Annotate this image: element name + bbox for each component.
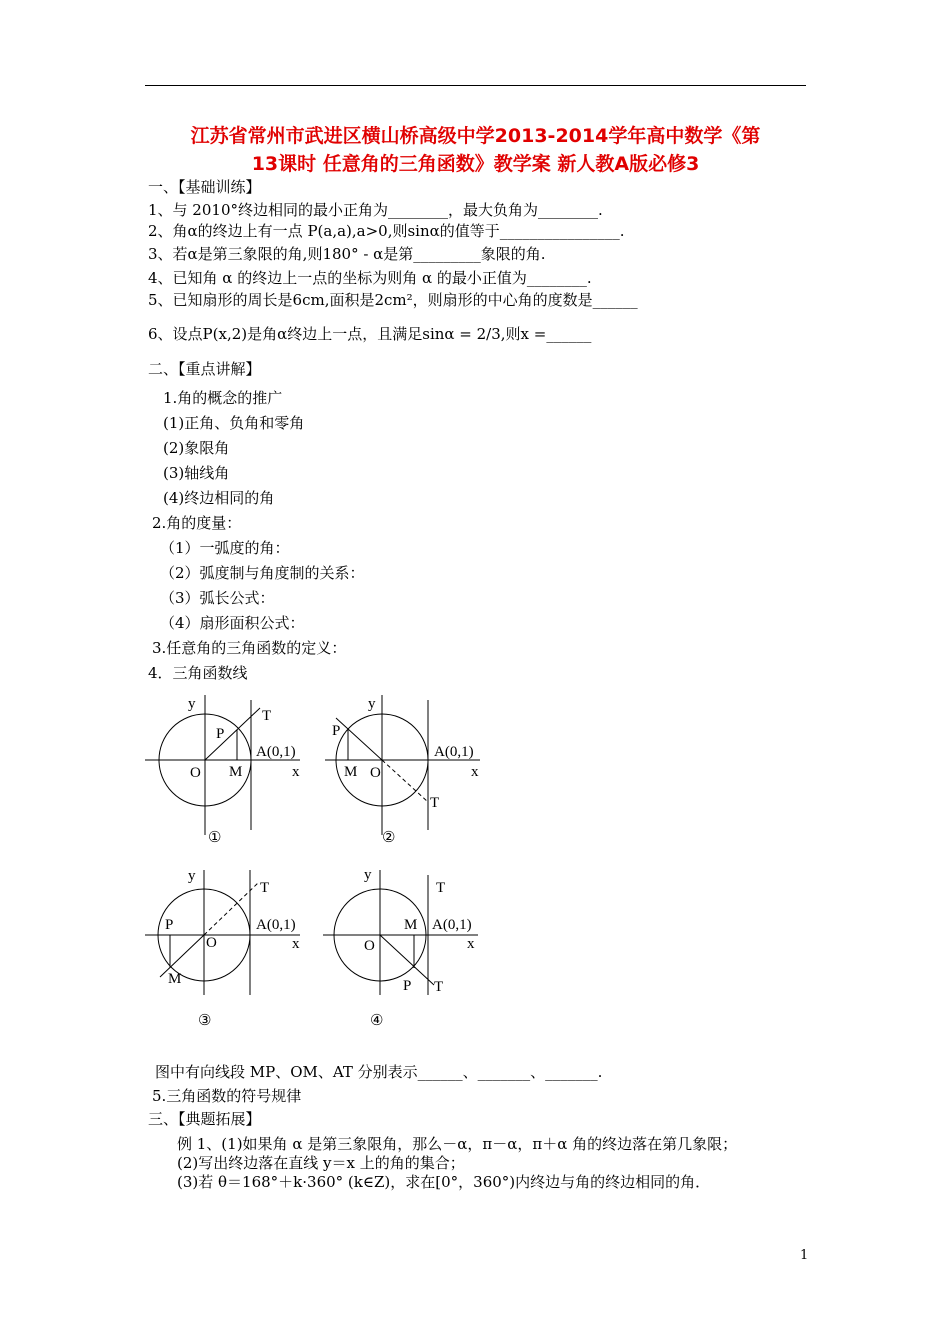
key-point-2-2: （2）弧度制与角度制的关系： [160,564,365,582]
fig4-label-T: T [436,880,446,896]
fig1-label-T: T [262,708,272,724]
fig2-label-x: x [471,764,479,780]
fig1-label-y: y [188,696,196,712]
exercise-3: 3、若α是第三象限的角,则180° - α是第_________象限的角. [148,245,546,263]
fig2-caption: ② [382,830,396,846]
fig2-label-A: A(0,1) [434,744,474,760]
fig3-label-P: P [165,917,174,933]
figure-1 [140,690,315,854]
fig3-caption: ③ [198,1013,212,1029]
fig4-label-y: y [364,867,372,883]
title-line-1: 江苏省常州市武进区横山桥高级中学2013-2014学年高中数学《第 [190,125,761,147]
exercise-1: 1、与 2010°终边相同的最小正角为________，最大负角为________. [148,201,603,219]
fig3-label-O: O [206,935,217,951]
fig3-label-A: A(0,1) [256,917,296,933]
fig1-label-x: x [292,764,300,780]
key-point-2-1: （1）一弧度的角： [160,539,290,557]
fig1-label-M: M [229,764,243,780]
fig4-label-P: P [403,978,412,994]
exercise-4: 4、已知角 α 的终边上一点的坐标为则角 α 的最小正值为________. [148,269,592,287]
figure-3 [140,865,315,1039]
key-point-3: 3.任意角的三角函数的定义： [152,639,347,657]
key-point-1-4: (4)终边相同的角 [163,489,275,507]
exercise-2: 2、角α的终边上有一点 P(a,a),a>0,则sinα的值等于________________. [148,222,625,240]
key-point-1-3: (3)轴线角 [163,464,230,482]
key-point-1: 1.角的概念的推广 [163,389,283,407]
example-1-part-1: 例 1、(1)如果角 α 是第三象限角，那么－α，π－α，π＋α 角的终边落在第几象限； [177,1135,738,1153]
key-point-2: 2.角的度量： [152,514,242,532]
fig2-label-M: M [344,764,358,780]
page-number: 1 [800,1248,809,1263]
fig2-label-O: O [370,765,381,781]
fig1-caption: ① [208,830,222,846]
fig3-label-x: x [292,936,300,952]
fig2-label-T: T [430,795,440,811]
example-1-part-2: (2)写出终边落在直线 y＝x 上的角的集合； [177,1154,465,1172]
title-line-2: 13课时 任意角的三角函数》教学案 新人教A版必修3 [251,153,700,175]
fig4-label-T2: T [434,979,444,995]
fig3-label-T: T [260,880,270,896]
fig4-label-M: M [404,917,418,933]
document-title [145,122,806,178]
fig2-label-y: y [368,696,376,712]
key-point-2-4: （4）扇形面积公式： [160,614,305,632]
fig3-label-y: y [188,868,196,884]
fig4-label-A: A(0,1) [432,917,472,933]
section1-heading: 一、【基础训练】 [148,178,261,196]
directed-segments-question: 图中有向线段 MP、OM、AT 分别表示______、_______、_______. [155,1063,603,1081]
fig4-caption: ④ [370,1013,384,1029]
fig4-label-O: O [364,938,375,954]
section2-heading: 二、【重点讲解】 [148,360,261,378]
key-point-4: 4．三角函数线 [148,664,248,682]
fig4-label-x: x [467,936,475,952]
fig1-label-A: A(0,1) [256,744,296,760]
key-point-1-1: (1)正角、负角和零角 [163,414,305,432]
section3-heading: 三、【典题拓展】 [148,1110,261,1128]
header-rule [145,85,806,86]
fig1-label-O: O [190,765,201,781]
key-point-1-2: (2)象限角 [163,439,230,457]
key-point-5: 5.三角函数的符号规律 [152,1087,302,1105]
figure-4 [318,865,493,1039]
fig2-label-P: P [332,723,341,739]
fig1-label-P: P [216,726,225,742]
fig3-label-M: M [168,971,182,987]
figure-2 [320,690,495,854]
key-point-2-3: （3）弧长公式： [160,589,275,607]
exercise-5: 5、已知扇形的周长是6cm,面积是2cm²，则扇形的中心角的度数是______ [148,291,638,309]
example-1-part-3: (3)若 θ＝168°＋k·360° (k∈Z)，求在[0°，360°)内终边与角的终边相同的角． [177,1173,711,1191]
exercise-6: 6、设点P(x,2)是角α终边上一点，且满足sinα = 2/3,则x =______ [148,325,592,343]
